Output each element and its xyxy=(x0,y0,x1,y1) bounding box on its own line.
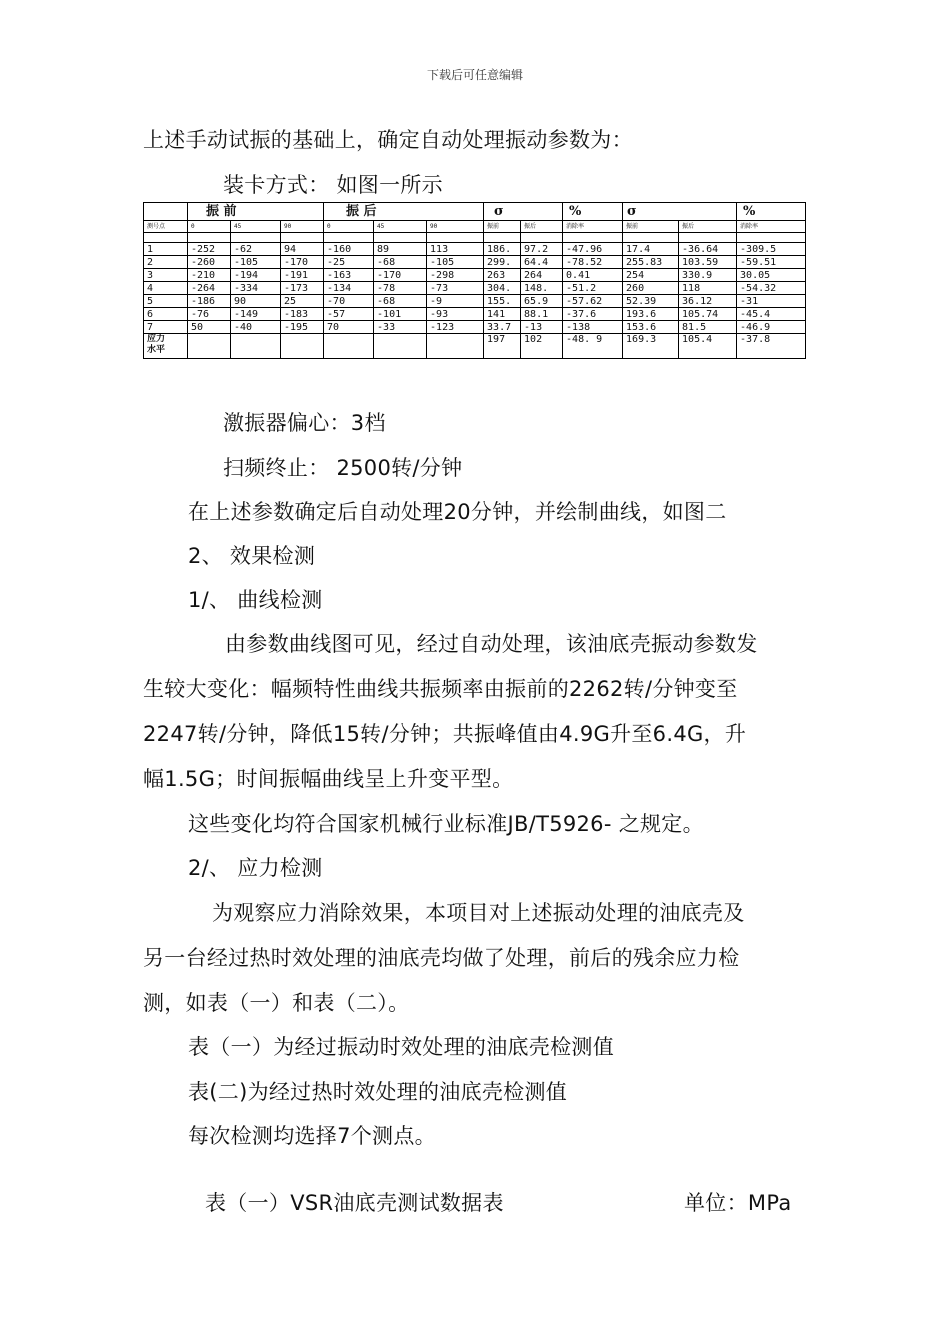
table-cell: -309.5 xyxy=(737,243,806,256)
table-sub-header-row xyxy=(144,221,806,233)
table-row xyxy=(144,243,806,256)
table-cell: -134 xyxy=(324,282,374,295)
table-cell xyxy=(324,334,374,359)
sub-header-cell: 90 xyxy=(281,221,324,233)
sub-header-cell: 振前 xyxy=(623,221,679,233)
table-cell: -73 xyxy=(427,282,484,295)
point-number-cell: 7 xyxy=(144,321,188,334)
table-cell: -33 xyxy=(374,321,427,334)
table-cell: -70 xyxy=(324,295,374,308)
table-cell: -62 xyxy=(231,243,281,256)
paragraph-1-line-1: 由参数曲线图可见，经过自动处理，该油底壳振动参数发 xyxy=(225,632,758,656)
table-cell: -195 xyxy=(281,321,324,334)
table-row xyxy=(144,308,806,321)
table-cell: -48. 9 xyxy=(563,334,623,359)
corner-cell xyxy=(144,203,188,221)
table-cell: -9 xyxy=(427,295,484,308)
table-cell: -59.51 xyxy=(737,256,806,269)
table-cell xyxy=(374,334,427,359)
sub-header-cell: 0 xyxy=(324,221,374,233)
table-caption: 表（一）VSR油底壳测试数据表 xyxy=(205,1191,504,1215)
table-cell: 89 xyxy=(374,243,427,256)
table-cell: -47.96 xyxy=(563,243,623,256)
table-cell: -264 xyxy=(188,282,231,295)
table-cell: -78.52 xyxy=(563,256,623,269)
header-sigma-1: σ xyxy=(484,203,563,221)
table-row xyxy=(144,282,806,295)
table-cell: -68 xyxy=(374,295,427,308)
table-cell: 254 xyxy=(623,269,679,282)
table-cell: 105.74 xyxy=(679,308,737,321)
table-cell: -46.9 xyxy=(737,321,806,334)
data-table xyxy=(143,202,806,359)
table-cell: 17.4 xyxy=(623,243,679,256)
table-cell: 52.39 xyxy=(623,295,679,308)
table-cell: 70 xyxy=(324,321,374,334)
section-2-1-heading: 1/、 曲线检测 xyxy=(188,588,323,612)
table-cell: 155. xyxy=(484,295,521,308)
table-cell xyxy=(281,334,324,359)
table-cell: 264 xyxy=(521,269,563,282)
table-cell: 30.05 xyxy=(737,269,806,282)
table-cell: 65.9 xyxy=(521,295,563,308)
table-cell: -260 xyxy=(188,256,231,269)
table-cell: 50 xyxy=(188,321,231,334)
table-cell: -191 xyxy=(281,269,324,282)
table-cell: 81.5 xyxy=(679,321,737,334)
table-cell: -210 xyxy=(188,269,231,282)
eccentric-line: 激振器偏心：3档 xyxy=(223,411,386,435)
table-cell: 94 xyxy=(281,243,324,256)
table-cell: 102 xyxy=(521,334,563,359)
table-spacer-row xyxy=(144,233,806,243)
sub-header-cell: 振后 xyxy=(679,221,737,233)
table-cell: 141 xyxy=(484,308,521,321)
table-cell: 304. xyxy=(484,282,521,295)
table-row xyxy=(144,256,806,269)
stress-level-row xyxy=(144,334,806,359)
table-cell: -93 xyxy=(427,308,484,321)
table-cell: 36.12 xyxy=(679,295,737,308)
table-cell: -186 xyxy=(188,295,231,308)
table-cell: -298 xyxy=(427,269,484,282)
table-cell: 25 xyxy=(281,295,324,308)
unit-label: 单位：MPa xyxy=(684,1191,792,1215)
page-header: 下载后可任意编辑 xyxy=(426,68,523,82)
table-row xyxy=(144,321,806,334)
table-cell: 118 xyxy=(679,282,737,295)
stress-label-line-1: 应力 xyxy=(147,334,166,344)
table-cell xyxy=(231,334,281,359)
table-cell: -123 xyxy=(427,321,484,334)
table-cell: -101 xyxy=(374,308,427,321)
sub-header-cell: 消除率 xyxy=(737,221,806,233)
table-row xyxy=(144,295,806,308)
point-number-cell: 4 xyxy=(144,282,188,295)
clamp-method-line: 装卡方式： 如图一所示 xyxy=(223,173,443,197)
table-cell: -45.4 xyxy=(737,308,806,321)
table-cell: 255.83 xyxy=(623,256,679,269)
table-cell: 186. xyxy=(484,243,521,256)
table-cell: 330.9 xyxy=(679,269,737,282)
table-cell: -173 xyxy=(281,282,324,295)
table-body xyxy=(144,243,806,334)
point-number-cell: 6 xyxy=(144,308,188,321)
sub-header-cell: 90 xyxy=(427,221,484,233)
table-cell: 260 xyxy=(623,282,679,295)
table-1-note: 表（一）为经过振动时效处理的油底壳检测值 xyxy=(188,1035,614,1059)
auto-process-line: 在上述参数确定后自动处理20分钟，并绘制曲线，如图二 xyxy=(188,500,727,524)
table-cell: -54.32 xyxy=(737,282,806,295)
table-2-note: 表(二)为经过热时效处理的油底壳检测值 xyxy=(188,1080,568,1104)
table-cell: 193.6 xyxy=(623,308,679,321)
table-cell: -194 xyxy=(231,269,281,282)
table-cell: -334 xyxy=(231,282,281,295)
table-cell: 263 xyxy=(484,269,521,282)
table-cell: -57 xyxy=(324,308,374,321)
table-cell: -36.64 xyxy=(679,243,737,256)
table-cell: 169.3 xyxy=(623,334,679,359)
table-cell: -31 xyxy=(737,295,806,308)
table-cell: -170 xyxy=(374,269,427,282)
table-cell: -37.8 xyxy=(737,334,806,359)
sub-header-cell: 测号点 xyxy=(144,221,188,233)
header-before: 振 前 xyxy=(188,203,324,221)
table-cell: -51.2 xyxy=(563,282,623,295)
vibration-parameter-table xyxy=(143,202,805,359)
table-cell: 97.2 xyxy=(521,243,563,256)
table-group-header-row xyxy=(144,203,806,221)
table-cell: 153.6 xyxy=(623,321,679,334)
table-cell: -160 xyxy=(324,243,374,256)
sub-header-cell: 45 xyxy=(374,221,427,233)
sub-header-cell: 消除率 xyxy=(563,221,623,233)
intro-line: 上述手动试振的基础上，确定自动处理振动参数为： xyxy=(143,128,633,152)
paragraph-3-line-1: 为观察应力消除效果，本项目对上述振动处理的油底壳及 xyxy=(212,901,745,925)
point-number-cell: 3 xyxy=(144,269,188,282)
table-cell: 197 xyxy=(484,334,521,359)
header-pct-1: % xyxy=(563,203,623,221)
paragraph-1-line-2: 生较大变化：幅频特性曲线共振频率由振前的2262转/分钟变至 xyxy=(143,677,738,701)
section-2-2-heading: 2/、 应力检测 xyxy=(188,856,323,880)
table-cell: 105.4 xyxy=(679,334,737,359)
table-cell: 88.1 xyxy=(521,308,563,321)
table-cell: 0.41 xyxy=(563,269,623,282)
table-cell: -149 xyxy=(231,308,281,321)
table-cell: 113 xyxy=(427,243,484,256)
header-pct-2: % xyxy=(737,203,806,221)
point-number-cell: 2 xyxy=(144,256,188,269)
point-number-cell: 5 xyxy=(144,295,188,308)
table-cell: -13 xyxy=(521,321,563,334)
table-cell: -25 xyxy=(324,256,374,269)
paragraph-1-line-4: 幅1.5G；时间振幅曲线呈上升变平型。 xyxy=(143,767,514,791)
table-cell: -138 xyxy=(563,321,623,334)
measure-points-note: 每次检测均选择7个测点。 xyxy=(188,1124,436,1148)
table-cell: -57.62 xyxy=(563,295,623,308)
table-cell: -78 xyxy=(374,282,427,295)
table-cell: -170 xyxy=(281,256,324,269)
table-cell: 64.4 xyxy=(521,256,563,269)
sub-header-cell: 45 xyxy=(231,221,281,233)
table-cell: -76 xyxy=(188,308,231,321)
table-row xyxy=(144,269,806,282)
table-cell: -163 xyxy=(324,269,374,282)
table-cell: 148. xyxy=(521,282,563,295)
point-number-cell: 1 xyxy=(144,243,188,256)
table-cell: -37.6 xyxy=(563,308,623,321)
table-cell: -183 xyxy=(281,308,324,321)
table-cell: 299. xyxy=(484,256,521,269)
table-cell: -68 xyxy=(374,256,427,269)
paragraph-2: 这些变化均符合国家机械行业标准JB/T5926- 之规定。 xyxy=(188,812,704,836)
stress-label-line-2: 水平 xyxy=(147,345,166,355)
sub-header-cell: 振前 xyxy=(484,221,521,233)
stress-level-label xyxy=(144,334,188,359)
table-cell xyxy=(427,334,484,359)
section-2-heading: 2、 效果检测 xyxy=(188,544,316,568)
paragraph-1-line-3: 2247转/分钟，降低15转/分钟；共振峰值由4.9G升至6.4G，升 xyxy=(143,722,747,746)
table-cell: -105 xyxy=(427,256,484,269)
table-cell: -105 xyxy=(231,256,281,269)
table-cell: 90 xyxy=(231,295,281,308)
table-cell: -252 xyxy=(188,243,231,256)
header-sigma-2: σ xyxy=(623,203,737,221)
paragraph-3-line-3: 测，如表（一）和表（二）。 xyxy=(143,991,410,1015)
paragraph-3-line-2: 另一台经过热时效处理的油底壳均做了处理，前后的残余应力检 xyxy=(143,946,740,970)
header-after: 振 后 xyxy=(324,203,484,221)
sub-header-cell: 振后 xyxy=(521,221,563,233)
table-cell: 103.59 xyxy=(679,256,737,269)
table-cell xyxy=(188,334,231,359)
sub-header-cell: 0 xyxy=(188,221,231,233)
table-cell: -40 xyxy=(231,321,281,334)
sweep-line: 扫频终止： 2500转/分钟 xyxy=(223,456,463,480)
table-cell: 33.7 xyxy=(484,321,521,334)
